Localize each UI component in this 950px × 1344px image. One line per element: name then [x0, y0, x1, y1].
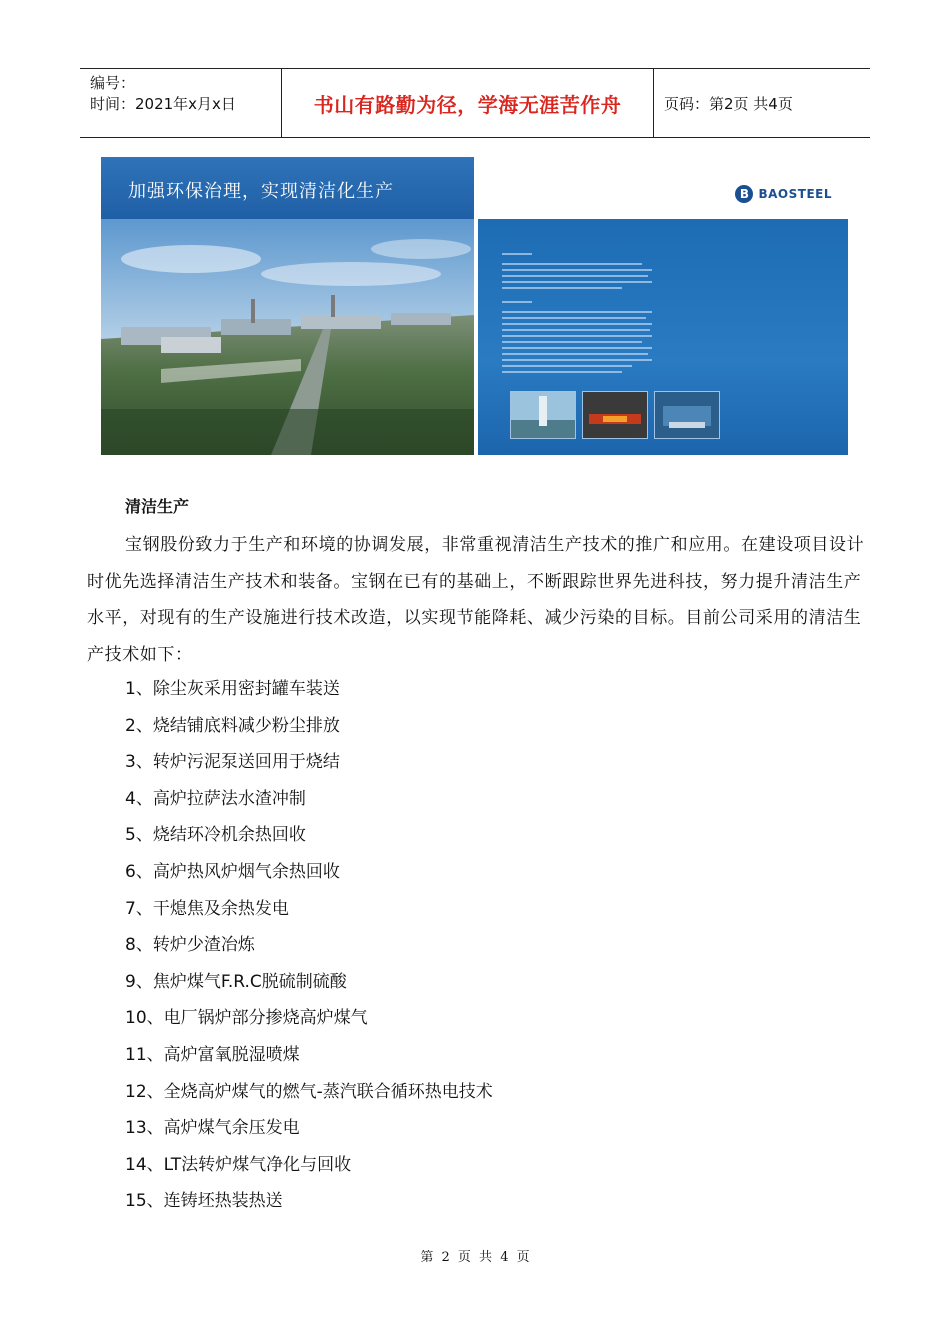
page-footer: 第 2 页 共 4 页 — [420, 1250, 530, 1265]
list-item: 8、转炉少渣冶炼 — [125, 935, 255, 956]
section-paragraph: 宝钢股份致力于生产和环境的协调发展，非常重视清洁生产技术的推广和应用。在建设项目设计时优先选择清洁生产技术和装备。宝钢在已有的基础上，不断跟踪世界先进科技，努力提升清洁生产水平，对现有的生产设施进行技术改造，以实现节能降耗、减少污染的目标。目前公司采用的清洁生产技术如下： — [87, 535, 865, 665]
section-title: 清洁生产 — [125, 497, 190, 516]
baosteel-logo-text: BAOSTEEL — [758, 187, 832, 201]
document-number: 编号： — [90, 74, 136, 92]
list-item: 2、烧结铺底料减少粉尘排放 — [125, 715, 340, 736]
list-item: 14、LT法转炉煤气净化与回收 — [125, 1154, 352, 1175]
header-page-info: 页码：第2页 共4页 — [664, 94, 793, 113]
baosteel-logo-icon: B — [735, 185, 753, 203]
document-time: 时间：2021年x月x日 — [90, 95, 236, 113]
banner-headline: 加强环保治理，实现清洁化生产 — [128, 181, 394, 202]
list-item: 9、焦炉煤气F.R.C脱硫制硫酸 — [125, 971, 347, 992]
list-item: 1、除尘灰采用密封罐车装送 — [125, 679, 340, 699]
header-motto: 书山有路勤为径，学海无涯苦作舟 — [282, 69, 654, 137]
list-item: 7、干熄焦及余热发电 — [125, 898, 289, 919]
thumbnail-mill-photo — [654, 391, 720, 439]
list-item: 4、高炉拉萨法水渣冲制 — [125, 788, 306, 809]
technology-list — [125, 671, 493, 1220]
banner-image — [101, 157, 848, 455]
list-item: 5、烧结环冷机余热回收 — [125, 825, 306, 846]
list-item: 12、全烧高炉煤气的燃气-蒸汽联合循环热电技术 — [125, 1081, 493, 1102]
banner-right-panel — [474, 157, 848, 455]
thumbnail-casting-photo — [582, 391, 648, 439]
header-meta — [80, 69, 282, 137]
list-item: 11、高炉富氧脱湿喷煤 — [125, 1044, 300, 1065]
list-item: 13、高炉煤气余压发电 — [125, 1118, 300, 1139]
list-item: 10、电厂锅炉部分掺烧高炉煤气 — [125, 1008, 368, 1029]
thumbnail-plant-photo — [510, 391, 576, 439]
baosteel-logo — [735, 185, 832, 203]
page-header — [80, 68, 870, 138]
banner-left-panel — [101, 157, 474, 455]
steel-plant-aerial-photo — [101, 219, 474, 455]
info-panel — [478, 219, 848, 455]
list-item: 3、转炉污泥泵送回用于烧结 — [125, 752, 340, 773]
panel-thumbnails — [510, 391, 720, 439]
list-item: 6、高炉热风炉烟气余热回收 — [125, 861, 340, 882]
list-item: 15、连铸坯热装热送 — [125, 1191, 283, 1212]
banner-headline-band — [101, 157, 474, 219]
